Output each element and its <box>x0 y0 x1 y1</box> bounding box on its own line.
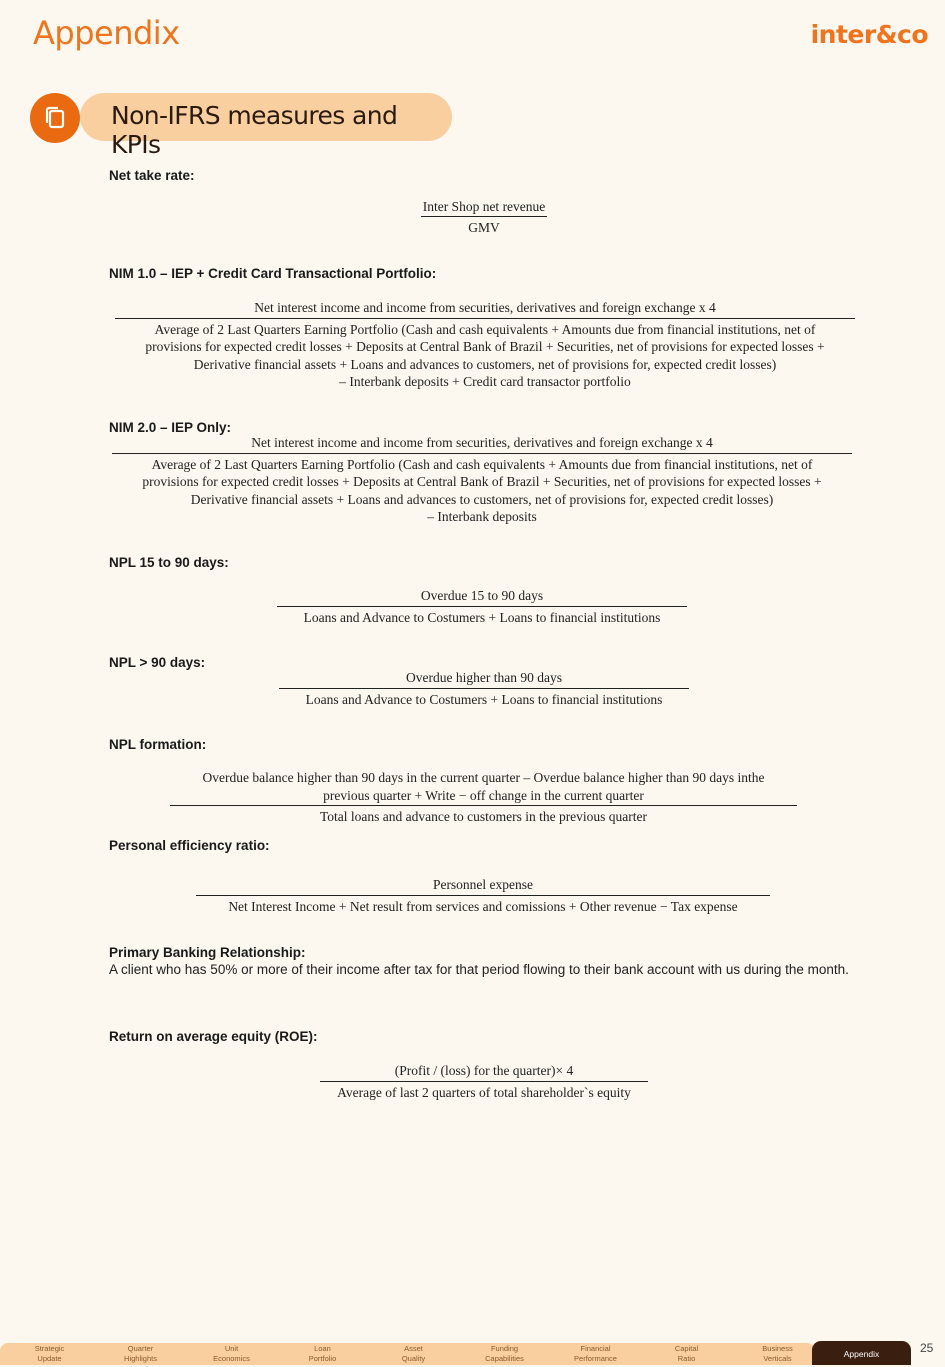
formula-denominator: GMV <box>468 220 500 235</box>
nav-item-quarter-highlights[interactable]: Quarter Highlights <box>124 1344 157 1363</box>
npl15-formula <box>277 587 687 626</box>
roe-formula <box>320 1062 648 1101</box>
formula-denominator: Loans and Advance to Costumers + Loans to financial institutions <box>305 691 663 707</box>
npl90-label: NPL > 90 days: <box>109 655 206 670</box>
nim2-label: NIM 2.0 – IEP Only: <box>109 420 232 435</box>
formula-denominator-line: – Interbank deposits + Credit card transactor portfolio <box>339 374 631 389</box>
page-number: 25 <box>920 1341 934 1355</box>
formula-denominator: Net Interest Income + Net result from services and comissions + Other revenue − Tax expense <box>228 898 738 914</box>
efficiency-label: Personal efficiency ratio: <box>109 838 270 853</box>
formula-numerator: Personnel expense <box>196 876 770 896</box>
formula-denominator-line: Average of 2 Last Quarters Earning Portfolio (Cash and cash equivalents + Amounts due from financial institutions, net of <box>154 321 816 337</box>
formula-numerator-line: previous quarter + Write − off change in the current quarter <box>170 787 797 807</box>
formula-denominator-line: Derivative financial assets + Loans and advances to customers, net of provisions for, expected credit losses) <box>190 491 774 507</box>
formula-numerator: Overdue higher than 90 days <box>279 669 689 689</box>
formula-denominator-line: – Interbank deposits <box>427 509 537 524</box>
formula-denominator: Total loans and advance to customers in the previous quarter <box>319 809 648 824</box>
formula-denominator-line: provisions for expected credit losses + Deposits at Central Bank of Brazil + Securities, net of provisions for expected losses + <box>145 339 825 354</box>
nav-item-strategic-update[interactable]: Strategic Update <box>34 1344 65 1363</box>
nav-item-appendix-active[interactable]: Appendix <box>812 1341 911 1365</box>
section-icon-badge <box>30 93 80 143</box>
nim2-formula <box>112 434 852 526</box>
formula-numerator: (Profit / (loss) for the quarter)× 4 <box>320 1062 648 1082</box>
roe-label: Return on average equity (ROE): <box>109 1029 318 1044</box>
nav-item-unit-economics[interactable]: Unit Economics <box>213 1344 250 1363</box>
formula-numerator-line: Overdue balance higher than 90 days in the current quarter – Overdue balance higher than 90 days inthe <box>202 770 765 785</box>
formula-denominator: Average of last 2 quarters of total shareholder`s equity <box>337 1084 631 1100</box>
nav-item-financial-performance[interactable]: Financial Performance <box>574 1344 617 1363</box>
net-take-rate-label: Net take rate: <box>109 168 195 183</box>
formula-numerator: Inter Shop net revenue <box>421 199 548 217</box>
nav-item-loan-portfolio[interactable]: Loan Portfolio <box>308 1344 337 1363</box>
nim1-label: NIM 1.0 – IEP + Credit Card Transactional Portfolio: <box>109 266 437 281</box>
section-title: Non-IFRS measures and KPIs <box>111 101 398 159</box>
nav-item-business-verticals[interactable]: Business Verticals <box>762 1344 793 1363</box>
copy-icon <box>43 105 67 131</box>
formula-denominator: Loans and Advance to Costumers + Loans to financial institutions <box>303 609 661 625</box>
npl15-label: NPL 15 to 90 days: <box>109 555 229 570</box>
formula-denominator-line: provisions for expected credit losses + Deposits at Central Bank of Brazil + Securities, net of provisions for expected losses + <box>142 474 822 489</box>
npl-formation-formula <box>170 769 797 826</box>
formula-denominator-line: Average of 2 Last Quarters Earning Portfolio (Cash and cash equivalents + Amounts due from financial institutions, net of <box>151 456 813 472</box>
bottom-navigation <box>0 1340 945 1365</box>
brand-logo: inter&co <box>810 20 928 49</box>
nav-item-asset-quality[interactable]: Asset Quality <box>401 1344 426 1363</box>
pbr-text: A client who has 50% or more of their income after tax for that period flowing to their bank account with us during the month. <box>109 962 849 977</box>
nav-item-funding-capabilities[interactable]: Funding Capabilities <box>485 1344 524 1363</box>
section-header <box>80 93 452 159</box>
efficiency-formula <box>196 876 770 915</box>
formula-numerator: Net interest income and income from securities, derivatives and foreign exchange x 4 <box>115 299 855 319</box>
net-take-rate-formula <box>384 199 584 237</box>
npl-formation-label: NPL formation: <box>109 737 207 752</box>
pbr-label: Primary Banking Relationship: <box>109 945 306 960</box>
nim1-formula <box>115 299 855 391</box>
npl90-formula <box>279 669 689 708</box>
formula-denominator-line: Derivative financial assets + Loans and advances to customers, net of provisions for, expected credit losses) <box>193 356 777 372</box>
formula-numerator: Net interest income and income from securities, derivatives and foreign exchange x 4 <box>112 434 852 454</box>
page-title: Appendix <box>33 14 180 52</box>
nav-item-capital-ratio[interactable]: Capital Ratio <box>674 1344 699 1363</box>
formula-numerator: Overdue 15 to 90 days <box>277 587 687 607</box>
